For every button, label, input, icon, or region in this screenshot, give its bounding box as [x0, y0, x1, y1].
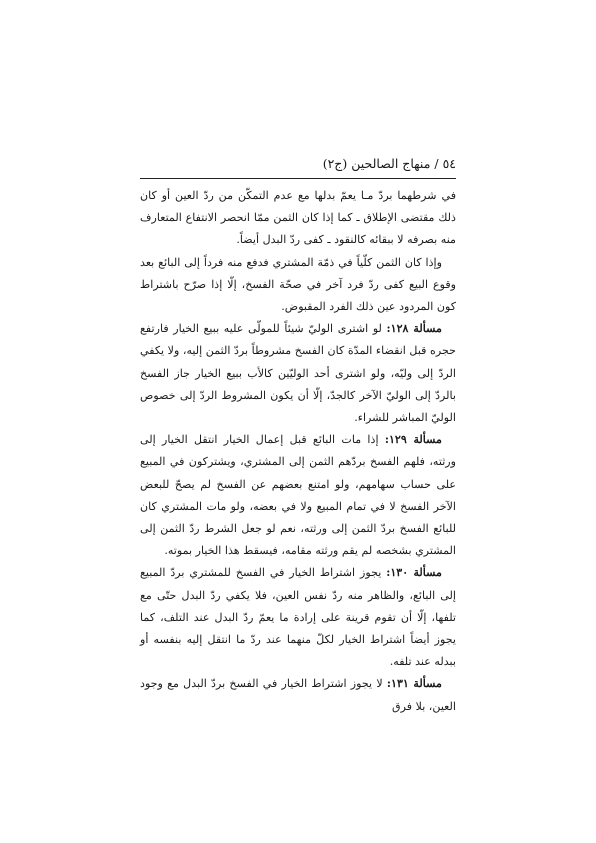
paragraph	[140, 252, 456, 319]
masala-paragraph	[140, 318, 456, 429]
page-header	[140, 156, 456, 176]
paragraph-text: يجوز اشتراط الخيار في الفسخ للمشتري بردّ المبيع إلى البائع، والظاهر منه ردّ نفس العين، فلا يكفي ردّ البدل حتّى مع تلفها، إلّا أن تقوم قرينة على إرادة ما يعمّ ردّ البدل عند التلف، كما يجوز أيضاً اشتراط الخيار لكلّ منهما عند ردّ ما انتقل إليه بنفسه أو ببدله عند تلفه.	[140, 566, 456, 669]
page-body	[140, 185, 456, 718]
masala-paragraph	[140, 562, 456, 673]
paragraph-text: في شرطهما بردّ مـا يعمّ بدلها مع عدم التمكّن من ردّ العين أو كان ذلك مقتضى الإطلاق ـ كما إذا كان الثمن ممّا انحصر الانتفاع المتعارف منه بصرفه لا ببقائه كالنقود ـ كفى ردّ البدل أيضاً.	[140, 189, 456, 247]
paragraph-text: وإذا كان الثمن كلّياً في ذمّة المشتري فدفع منه فرداً إلى البائع بعد وقوع البيع كفى ردّ فرد آخر في صحّة الفسخ، إلّا إذا صرّح باشتراط كون المردود عين ذلك الفرد المقبوض.	[140, 255, 456, 314]
masala-paragraph	[140, 429, 456, 562]
masala-label: مسألة ١٣١:	[386, 677, 442, 691]
running-head: ٥٤ / منهاج الصالحين (ج٢)	[322, 156, 456, 171]
masala-paragraph	[140, 673, 456, 717]
masala-label: مسألة ١٢٩:	[384, 433, 442, 447]
header-rule	[140, 178, 456, 179]
masala-label: مسألة ١٣٠:	[386, 566, 442, 580]
masala-label: مسألة ١٢٨:	[386, 322, 442, 336]
paragraph-text: لو اشترى الوليّ شيئاً للمولّى عليه ببيع الخيار فارتفع حجره قبل انقضاء المدّة كان الفسخ مشروطاً بردّ الثمن إليه، ولا يكفي الردّ إلى وليّه، ولو اشترى أحد الوليّين كالأب ببيع الخيار جاز الفسخ بالردّ إلى الوليّ الآخر كالجدّ، إلّا أن يكون المشروط الردّ إلى خصوص الوليّ المباشر للشراء.	[140, 322, 456, 425]
paragraph-text: لا يجوز اشتراط الخيار في الفسخ بردّ البدل مع وجود العين، بلا فرق	[140, 677, 456, 713]
paragraph	[140, 185, 456, 252]
paragraph-text: إذا مات البائع قبل إعمال الخيار انتقل الخيار إلى ورثته، فلهم الفسخ بردّهم الثمن إلى المشتري، ويشتركون في المبيع على حساب سهامهم، ولو امتنع بعضهم عن الفسخ لم يصحّ للبعض الآخر الفسخ لا في تمام المبيع ولا في بعضه، ولو مات المشتري كان للبائع الفسخ بردّ الثمن إلى ورثته، نعم لو جعل الشرط ردّ الثمن إلى المشتري بشخصه لم يقم ورثته مقامه، فيسقط هذا الخيار بموته.	[140, 433, 456, 558]
